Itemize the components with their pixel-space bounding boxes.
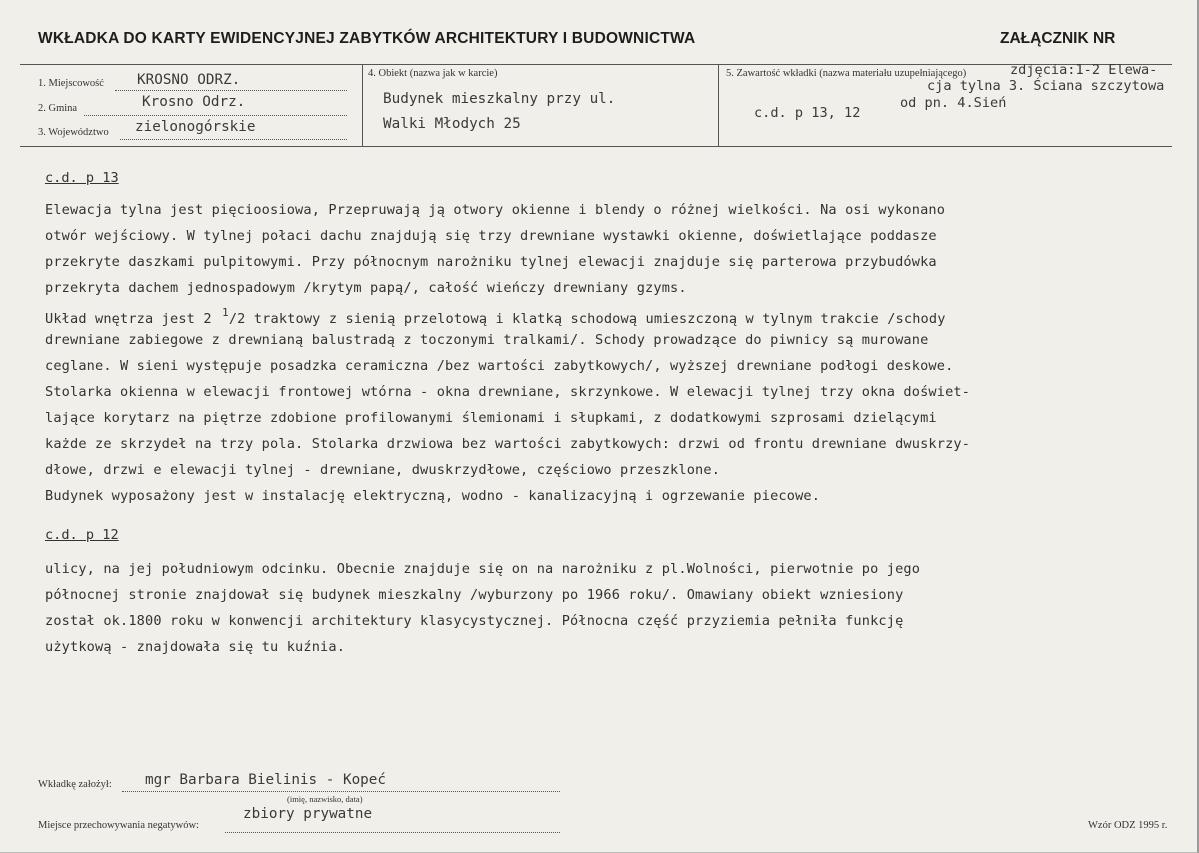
gmina-label: 2. Gmina bbox=[38, 103, 78, 114]
form-version: Wzór ODZ 1995 r. bbox=[1088, 820, 1168, 831]
obiekt-line-2: Walki Młodych 25 bbox=[383, 116, 521, 132]
wojewodztwo-value: zielonogórskie bbox=[135, 119, 256, 135]
annex-number: ZAŁĄCZNIK NR bbox=[1000, 30, 1116, 47]
column-divider-2 bbox=[718, 64, 719, 146]
zawartosc-line-3: od pn. 4.Sień bbox=[900, 95, 1007, 111]
header-bottom-rule bbox=[20, 146, 1172, 147]
zawartosc-reference: c.d. p 13, 12 bbox=[754, 105, 861, 121]
miejscowosc-dots bbox=[115, 90, 347, 91]
zawartosc-label: 5. Zawartość wkładki (nazwa materiału uzupełniającego) bbox=[726, 68, 967, 79]
miejscowosc-label: 1. Miejscowość bbox=[38, 78, 104, 89]
text-line: lające korytarz na piętrze zdobione profilowanymi ślemionami i słupkami, z dodatkowymi szprosami dzielącymi bbox=[45, 410, 937, 426]
zalozyl-sublabel: (imię, nazwisko, data) bbox=[287, 794, 363, 804]
text-line: drewniane zabiegowe z drewnianą balustradą z toczonymi tralkami/. Schody prowadzące do piwnicy są murowane bbox=[45, 332, 929, 348]
zawartosc-line-1: zdjęcia:1-2 Elewa- bbox=[1010, 62, 1158, 78]
section-heading-cd-p13: c.d. p 13 bbox=[45, 170, 119, 186]
obiekt-line-1: Budynek mieszkalny przy ul. bbox=[383, 91, 616, 107]
text-line-fraction bbox=[45, 306, 946, 327]
wojewodztwo-dots bbox=[120, 139, 347, 140]
zalozyl-value: mgr Barbara Bielinis - Kopeć bbox=[145, 772, 387, 788]
fraction-line-start: Układ wnętrza jest 2 bbox=[45, 311, 221, 327]
negatywy-label: Miejsce przechowywania negatywów: bbox=[38, 820, 199, 831]
fraction-line-end: /2 traktowy z sienią przelotową i klatką schodową umieszczoną w tylnym trakcie /schody bbox=[228, 311, 946, 327]
gmina-dots bbox=[84, 115, 347, 116]
miejscowosc-value: KROSNO ODRZ. bbox=[137, 72, 241, 88]
text-line: Budynek wyposażony jest w instalację elektryczną, wodno - kanalizacyjną i ogrzewanie piecowe. bbox=[45, 488, 821, 504]
card-title: WKŁADKA DO KARTY EWIDENCYJNEJ ZABYTKÓW ARCHITEKTURY I BUDOWNICTWA bbox=[38, 30, 696, 47]
wojewodztwo-label: 3. Województwo bbox=[38, 127, 109, 138]
text-line: użytkową - znajdowała się tu kuźnia. bbox=[45, 639, 346, 655]
text-line: przekryte daszkami pulpitowymi. Przy północnym narożniku tylnej elewacji znajduje się parterowa przybudówka bbox=[45, 254, 937, 270]
zalozyl-dots bbox=[122, 791, 560, 792]
text-line: Elewacja tylna jest pięcioosiowa, Przepruwają ją otwory okienne i blendy o różnej wielkości. Na osi wykonano bbox=[45, 202, 946, 218]
text-line: ulicy, na jej południowym odcinku. Obecnie znajduje się on na narożniku z pl.Wolności, pierwotnie po jego bbox=[45, 561, 921, 577]
column-divider-1 bbox=[362, 64, 363, 146]
section-heading-cd-p12: c.d. p 12 bbox=[45, 527, 119, 543]
text-line: każde ze skrzydeł na trzy pola. Stolarka drzwiowa bez wartości zabytkowych: drzwi od frontu drewniane dwuskrzy- bbox=[45, 436, 971, 452]
negatywy-value: zbiory prywatne bbox=[243, 806, 373, 822]
zalozyl-label: Wkładkę założył: bbox=[38, 779, 112, 790]
text-line: Stolarka okienna w elewacji frontowej wtórna - okna drewniane, skrzynkowe. W elewacji tylnej trzy okna doświet- bbox=[45, 384, 971, 400]
negatywy-dots bbox=[225, 832, 560, 833]
text-line: został ok.1800 roku w konwencji architektury klasycystycznej. Północna część przyziemia pełniła funkcję bbox=[45, 613, 904, 629]
top-rule bbox=[20, 64, 1172, 65]
obiekt-label: 4. Obiekt (nazwa jak w karcie) bbox=[368, 68, 498, 79]
fraction-numerator: 1 bbox=[222, 306, 229, 319]
text-line: dłowe, drzwi e elewacji tylnej - drewniane, dwuskrzydłowe, częściowo przeszklone. bbox=[45, 462, 721, 478]
text-line: północnej stronie znajdował się budynek mieszkalny /wyburzony po 1966 roku/. Omawiany obiekt wzniesiony bbox=[45, 587, 904, 603]
text-line: otwór wejściowy. W tylnej połaci dachu znajdują się trzy drewniane wystawki okienne, doświetlające poddasze bbox=[45, 228, 937, 244]
text-line: ceglane. W sieni występuje posadzka ceramiczna /bez wartości zabytkowych/, wyższej drewniane podłogi deskowe. bbox=[45, 358, 954, 374]
text-line: przekryta dachem jednospadowym /krytym papą/, całość wieńczy drewniany gzyms. bbox=[45, 280, 687, 296]
gmina-value: Krosno Odrz. bbox=[142, 94, 246, 110]
zawartosc-line-2: cja tylna 3. Ściana szczytowa bbox=[927, 78, 1165, 94]
